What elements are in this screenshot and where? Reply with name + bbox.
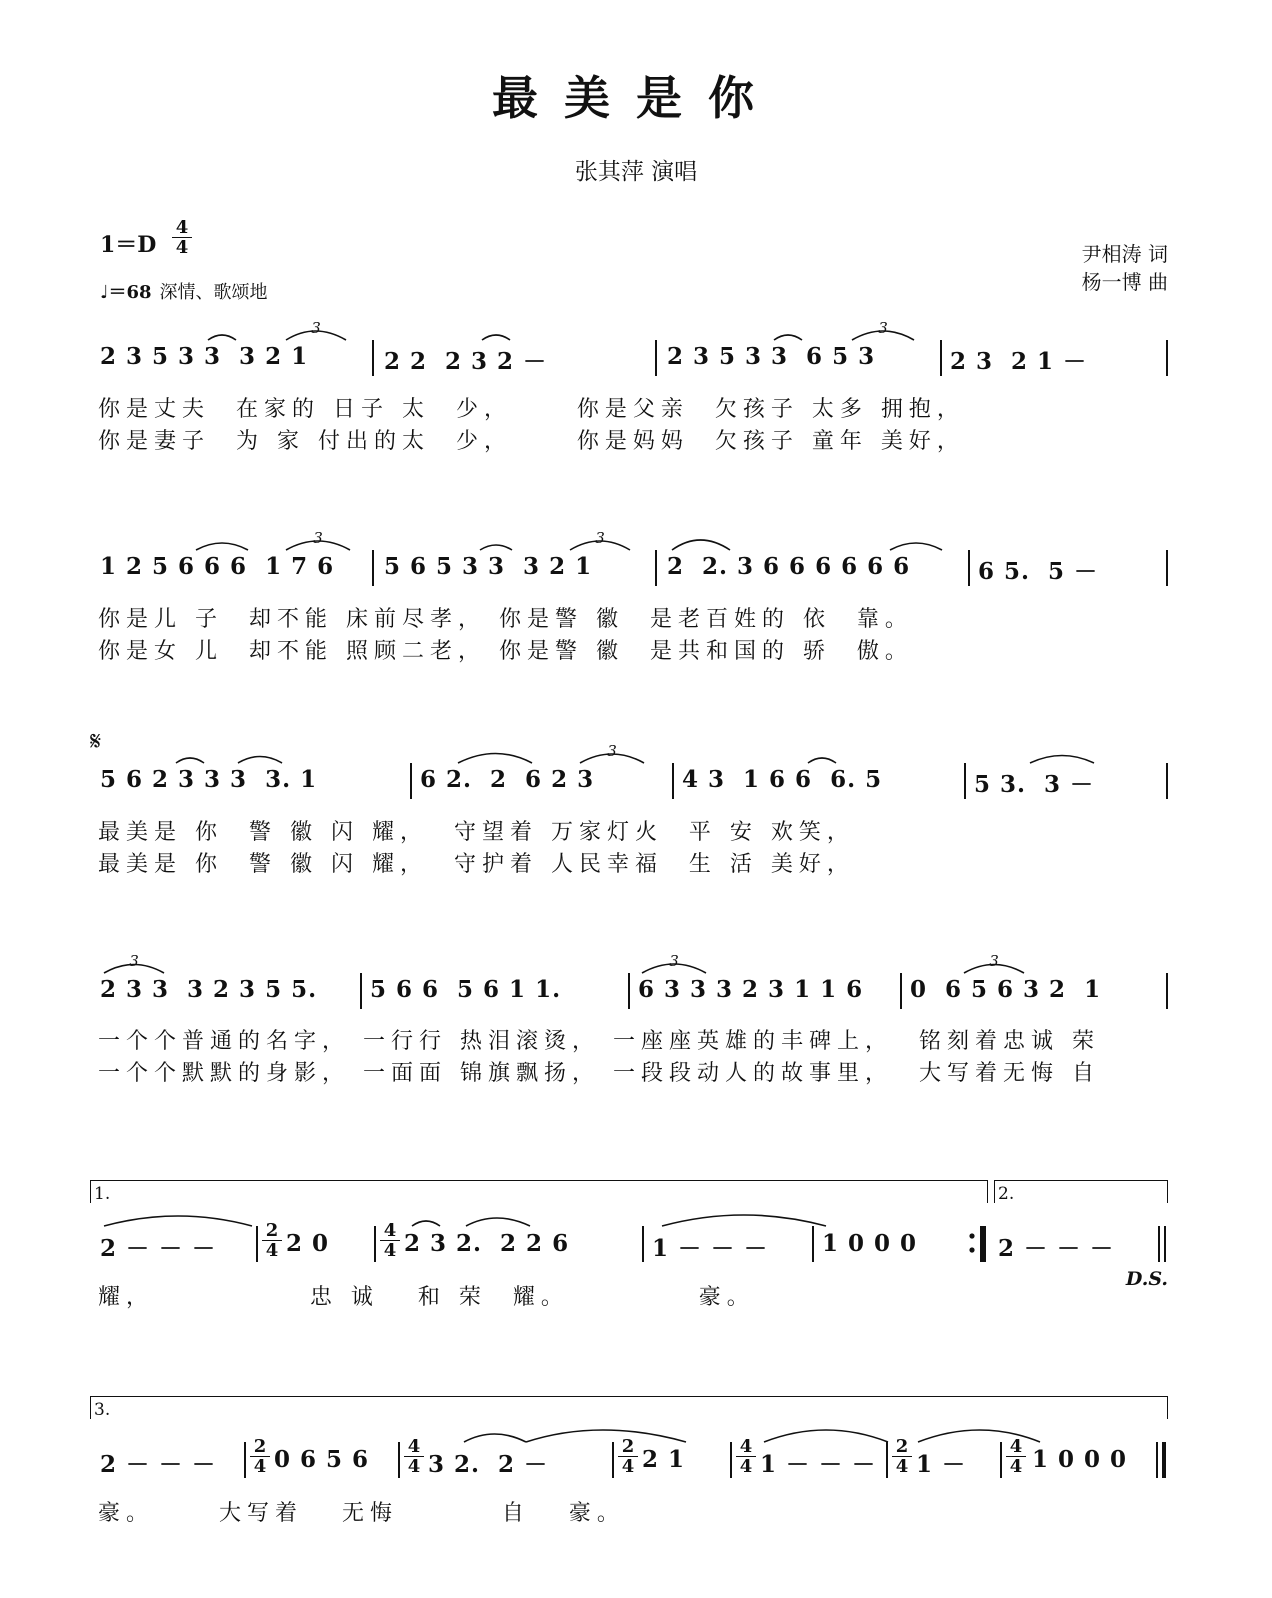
slur <box>104 1216 252 1226</box>
measure: 0 6 5 6 <box>274 1446 370 1473</box>
slur <box>238 757 282 764</box>
time-change-bottom: 4 <box>250 1456 270 1476</box>
slur <box>764 1430 888 1442</box>
slur <box>774 335 802 340</box>
slur <box>412 1221 440 1226</box>
composer: 杨一博 曲 <box>1081 270 1168 294</box>
slur <box>918 1430 1040 1442</box>
performer: 张其萍 演唱 <box>574 159 698 185</box>
dal-segno-marking: D.S. <box>1125 1268 1168 1290</box>
time-change-bottom: 4 <box>736 1456 756 1476</box>
slur <box>458 754 532 764</box>
measure: 5 6 2 3 3 3 3. 1 <box>100 766 318 793</box>
measure: 2 3 3 3 2 3 5 5. <box>100 976 318 1003</box>
time-change-bottom: 4 <box>1006 1456 1026 1476</box>
measure: 6 2. 2 6 2 3 <box>420 766 595 793</box>
lyric-line: 最美是 你 警 徽 闪 耀， 守望着 万家灯火 平 安 欢笑， <box>98 820 855 845</box>
measure: 2 0 <box>286 1230 330 1257</box>
svg-text:3: 3 <box>595 529 605 547</box>
lyric-line: 最美是 你 警 徽 闪 耀， 守护着 人民幸福 生 活 美好， <box>98 852 855 877</box>
measure: 1 － － － <box>652 1235 769 1262</box>
key-signature: 1＝D <box>100 232 157 258</box>
lyricist: 尹相涛 词 <box>1081 242 1168 266</box>
time-change-top: 4 <box>383 1220 397 1241</box>
volta-label: 1. <box>94 1184 111 1204</box>
slur <box>464 1434 526 1442</box>
measure: 5 6 6 5 6 1 1. <box>370 976 562 1003</box>
measure: 2 2 2 3 2 － <box>384 348 548 375</box>
svg-text:3: 3 <box>313 529 323 547</box>
measure: 2 3 2. 2 2 6 <box>404 1230 570 1257</box>
lyric-line: 你是丈夫 在家的 日子 太 少， 你是父亲 欠孩子 太多 拥抱， <box>98 397 965 422</box>
measure: 5 3. 3 － <box>974 771 1095 798</box>
svg-text:3: 3 <box>989 952 999 970</box>
svg-text:3: 3 <box>607 742 617 760</box>
song-title: 最美是你 <box>492 71 780 125</box>
time-change-bottom: 4 <box>380 1240 400 1260</box>
measure: 2 － － － <box>100 1235 217 1262</box>
svg-text:3: 3 <box>311 319 321 337</box>
measure: 5 6 5 3 3 3 2 1 <box>384 553 593 580</box>
svg-text:3: 3 <box>878 319 888 337</box>
slur <box>208 335 236 340</box>
measure: 2 3 5 3 3 6 5 3 <box>667 343 876 370</box>
slur <box>662 1215 826 1226</box>
slur <box>808 758 836 763</box>
slur <box>1030 756 1094 764</box>
volta-label: 3. <box>94 1400 111 1420</box>
time-change-top: 2 <box>253 1436 267 1457</box>
expression-text: 深情、歌颂地 <box>159 282 268 303</box>
lyric-line: 你是儿 子 却不能 床前尽孝， 你是警 徽 是老百姓的 依 靠。 <box>98 607 913 632</box>
slur <box>482 335 510 340</box>
lyric-line: 一个个默默的身影， 一面面 锦旗飘扬， 一段段动人的故事里， 大写着无悔 自 <box>98 1061 1100 1086</box>
measure: 1 － <box>916 1451 967 1478</box>
measure: 4 3 1 6 6 6. 5 <box>682 766 883 793</box>
slur <box>890 543 942 550</box>
time-signature-top: 4 <box>175 217 189 238</box>
lyric-line: 你是妻子 为 家 付出的太 少， 你是妈妈 欠孩子 童年 美好， <box>98 429 965 454</box>
measure: 1 2 5 6 6 6 1 7 6 <box>100 553 335 580</box>
slur <box>480 545 512 550</box>
svg-text:3: 3 <box>129 952 139 970</box>
measure: 1 0 0 0 <box>822 1230 918 1257</box>
slur <box>176 758 204 763</box>
measure: 6 5. 5 － <box>978 558 1099 585</box>
lyric-line: 耀， 忠 诚 和 荣 耀。 豪。 <box>98 1285 755 1310</box>
segno-sign: 𝄋 <box>90 727 102 757</box>
time-change-top: 4 <box>407 1436 421 1457</box>
time-change-top: 4 <box>1009 1436 1023 1457</box>
measure: 2 － － － <box>100 1451 217 1478</box>
measure: 1 0 0 0 <box>1032 1446 1128 1473</box>
measure: 1 － － － <box>760 1451 877 1478</box>
measure: 6 3 3 3 2 3 1 1 6 <box>638 976 864 1003</box>
svg-text:3: 3 <box>669 952 679 970</box>
time-change-top: 2 <box>895 1436 909 1457</box>
time-change-bottom: 4 <box>618 1456 638 1476</box>
time-change-bottom: 4 <box>404 1456 424 1476</box>
measure: 2 2. 3 6 6 6 6 6 6 <box>667 553 911 580</box>
time-change-top: 2 <box>621 1436 635 1457</box>
measure: 2 1 <box>642 1446 686 1473</box>
slur <box>196 543 248 550</box>
measure: 2 3 5 3 3 3 2 1 <box>100 343 309 370</box>
slur <box>672 540 730 550</box>
time-change-top: 2 <box>265 1220 279 1241</box>
time-change-bottom: 4 <box>892 1456 912 1476</box>
measure: 2 － － － <box>998 1235 1115 1262</box>
slur <box>466 1218 530 1226</box>
lyric-line: 豪。 大写着 无悔 自 豪。 <box>98 1501 625 1526</box>
lyric-line: 你是女 儿 却不能 照顾二老， 你是警 徽 是共和国的 骄 傲。 <box>98 639 913 664</box>
slur <box>526 1430 686 1442</box>
volta-label: 2. <box>998 1184 1015 1204</box>
tempo-value: ♩＝68 <box>100 282 152 303</box>
lyric-line: 一个个普通的名字， 一行行 热泪滚烫， 一座座英雄的丰碑上， 铭刻着忠诚 荣 <box>98 1029 1100 1054</box>
measure: 2 3 2 1 － <box>950 348 1088 375</box>
time-change-top: 4 <box>739 1436 753 1457</box>
time-change-bottom: 4 <box>262 1240 282 1260</box>
time-signature-bottom: 4 <box>172 237 192 257</box>
measure: 3 2. 2 － <box>428 1451 549 1478</box>
measure: 0 6 5 6 3 2 1 <box>910 976 1102 1003</box>
